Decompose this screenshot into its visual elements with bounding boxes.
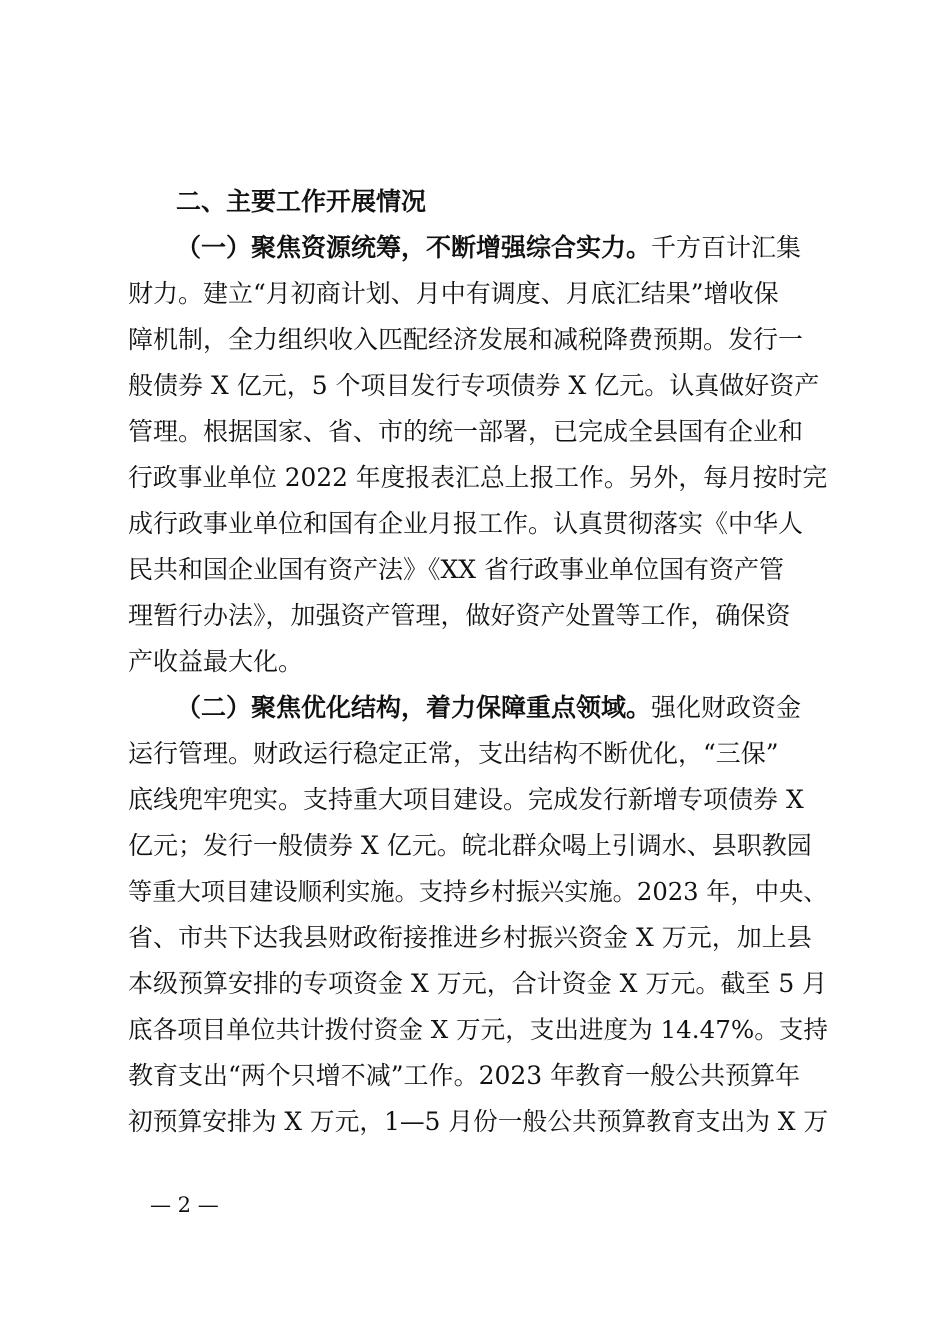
para1-line: 管理。根据国家、省、市的统一部署，已完成全县国有企业和 (128, 417, 804, 446)
para1-line: 财力。建立“月初商计划、月中有调度、月底汇结果”增收保 (128, 279, 779, 308)
para1-line: 产收益最大化。 (128, 647, 304, 676)
page-number: — 2 — (150, 1193, 219, 1217)
para2-line1-rest: 强化财政资金 (651, 693, 802, 722)
para1-line: 障机制，全力组织收入匹配经济发展和减税降费预期。发行一 (128, 325, 804, 354)
para2-line: 本级预算安排的专项资金 X 万元，合计资金 X 万元。截至 5 月 (128, 969, 828, 998)
para2-line: 运行管理。财政运行稳定正常，支出结构不断优化，“三保” (128, 739, 779, 768)
section-heading: 二、主要工作开展情况 (176, 187, 427, 216)
para1-lead: （一）聚焦资源统筹，不断增强综合实力。 (176, 233, 652, 262)
para2-lead: （二）聚焦优化结构，着力保障重点领域。 (176, 693, 652, 722)
para1-line: 般债券 X 亿元，5 个项目发行专项债券 X 亿元。认真做好资产 (128, 371, 820, 400)
para2-line: 等重大项目建设顺利实施。支持乡村振兴实施。2023 年，中央、 (128, 877, 828, 906)
para2-line: 亿元；发行一般债券 X 亿元。皖北群众喝上引调水、县职教园 (128, 831, 812, 860)
para2-line: 底线兜牢兜实。支持重大项目建设。完成发行新增专项债券 X (128, 785, 804, 814)
para2-line-1 (176, 693, 801, 723)
para1-line: 民共和国企业国有资产法》《XX 省行政事业单位国有资产管 (128, 555, 785, 584)
para1-line1-rest: 千方百计汇集 (651, 233, 802, 262)
para2-line: 省、市共下达我县财政衔接推进乡村振兴资金 X 万元，加上县 (128, 923, 812, 952)
para2-line: 教育支出“两个只增不减”工作。2023 年教育一般公共预算年 (128, 1061, 801, 1090)
para1-line: 理暂行办法》，加强资产管理，做好资产处置等工作，确保资 (128, 601, 791, 630)
para2-line: 初预算安排为 X 万元，1—5 月份一般公共预算教育支出为 X 万 (128, 1107, 829, 1136)
para1-line-1 (176, 233, 801, 263)
para1-line: 成行政事业单位和国有企业月报工作。认真贯彻落实《中华人 (128, 509, 804, 538)
para2-line: 底各项目单位共计拨付资金 X 万元，支出进度为 14.47%。支持 (128, 1015, 828, 1044)
para1-line: 行政事业单位 2022 年度报表汇总上报工作。另外，每月按时完 (128, 463, 828, 492)
